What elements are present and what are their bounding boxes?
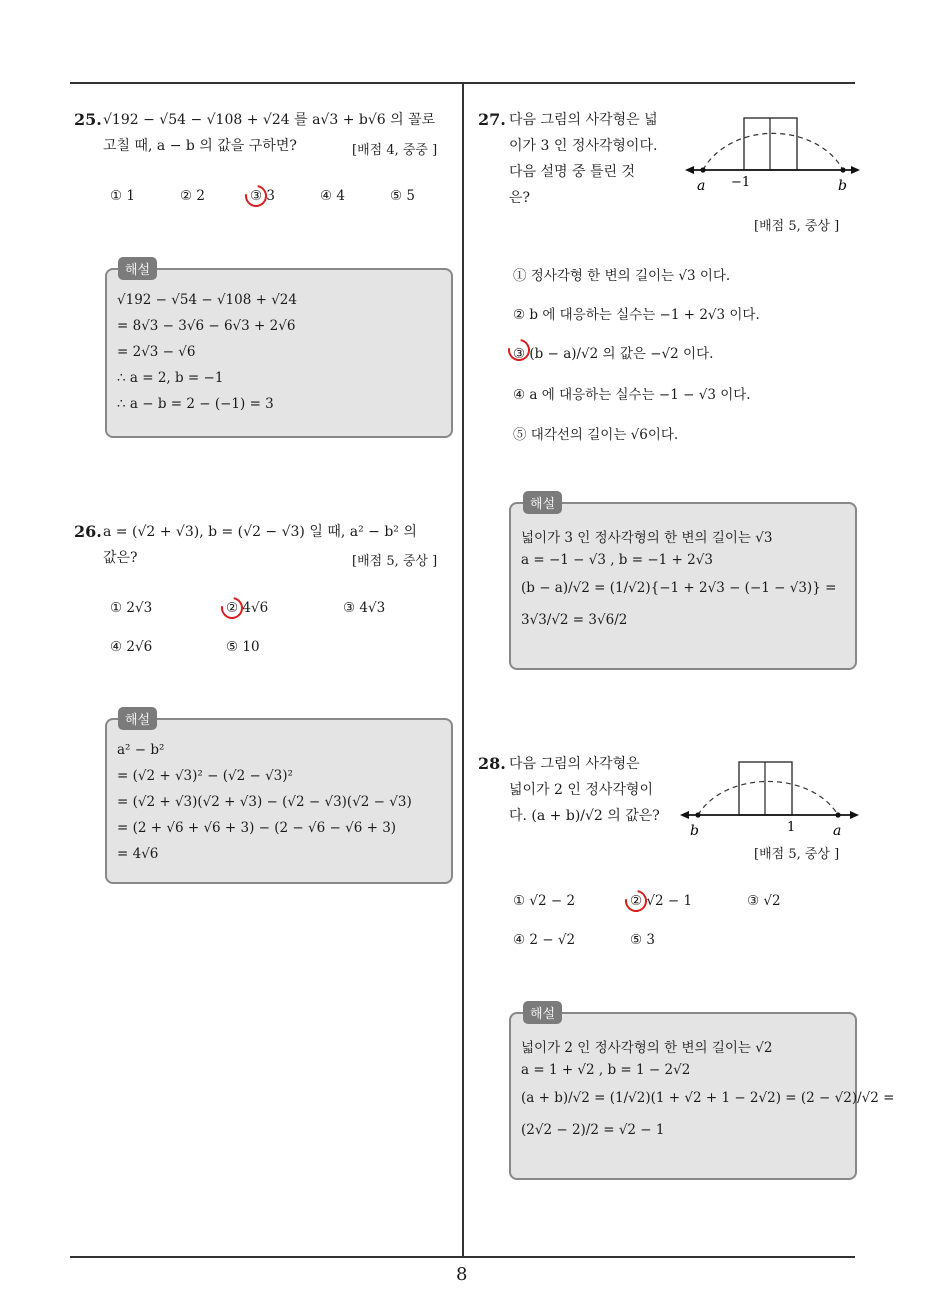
- q28-point-b: [695, 812, 700, 817]
- q27-solution-box: [509, 502, 857, 670]
- q26-choice-3[interactable]: ③ 4√3: [343, 600, 386, 616]
- q25-solution-box: [105, 268, 453, 438]
- q25-choice-5[interactable]: ⑤ 5: [390, 188, 415, 204]
- q26-line1: a = (√2 + √3), b = (√2 − √3) 일 때, a² − b² 의: [103, 524, 417, 540]
- q25-line2: 고칠 때, a − b 의 값을 구하면?: [103, 138, 297, 154]
- page-number: 8: [456, 1264, 468, 1285]
- q28-solution-box: [509, 1012, 895, 1180]
- q28-difficulty: [배점 5, 중상 ]: [754, 847, 840, 862]
- q27-number: 27.: [478, 110, 506, 129]
- q26-choice-5[interactable]: ⑤ 10: [226, 639, 260, 655]
- q27-label-minus1: −1: [731, 175, 751, 190]
- q27-choice-5[interactable]: ⑤ 대각선의 길이는 √6이다.: [513, 427, 679, 443]
- q26-sol-line: = (2 + √6 + √6 + 3) − (2 − √6 − √6 + 3): [117, 820, 397, 836]
- q25-sol-line: ∴ a = 2, b = −1: [117, 370, 224, 386]
- q26-number: 26.: [74, 522, 102, 541]
- q26-sol-line: a² − b²: [117, 742, 165, 758]
- q28-answer-circle: [621, 886, 652, 917]
- q27-label-a: a: [697, 178, 706, 194]
- q27-point-a: [700, 167, 705, 172]
- q27-line2: 이가 3 인 정사각형이다.: [509, 138, 658, 154]
- q25-sol-line: = 8√3 − 3√6 − 6√3 + 2√6: [117, 318, 296, 334]
- q25-line1: √192 − √54 − √108 + √24 를 a√3 + b√6 의 꼴로: [103, 112, 436, 128]
- q26-sol-line: = 4√6: [117, 846, 159, 862]
- q25-sol-line: ∴ a − b = 2 − (−1) = 3: [117, 396, 274, 412]
- q28-sol-line: (2√2 − 2)/2 = √2 − 1: [521, 1122, 665, 1138]
- q27-sol-line: (b − a)/√2 = (1/√2){−1 + 2√3 − (−1 − √3)} =: [521, 580, 837, 596]
- q27-arrow-left: [685, 166, 694, 174]
- q26-solution-box: [105, 718, 453, 884]
- q28-sol-line: 넓이가 2 인 정사각형의 한 변의 길이는 √2: [521, 1040, 773, 1056]
- q25-choice-3[interactable]: ③ 3: [250, 188, 275, 204]
- q27-point-b: [840, 167, 845, 172]
- q28-solution-tag: 해설: [523, 1001, 562, 1024]
- q27-sol-line: 3√3/√2 = 3√6/2: [521, 612, 628, 628]
- q28-line2: 넓이가 2 인 정사각형이: [509, 782, 653, 798]
- q28-semicircle: [698, 781, 838, 815]
- q26-sol-line: = (√2 + √3)(√2 + √3) − (√2 − √3)(√2 − √3): [117, 794, 412, 810]
- q28-line3: 다. (a + b)/√2 의 값은?: [509, 808, 660, 824]
- q26-choice-1[interactable]: ① 2√3: [110, 600, 153, 616]
- column-divider: [462, 82, 464, 1257]
- q27-choice-1[interactable]: ① 정사각형 한 변의 길이는 √3 이다.: [513, 268, 731, 284]
- q27-figure: [685, 98, 860, 198]
- q28-arrow-left: [680, 811, 689, 819]
- q28-label-a: a: [833, 823, 842, 839]
- bottom-rule: [70, 1256, 855, 1258]
- q27-arrow-right: [851, 166, 860, 174]
- q28-sol-line: (a + b)/√2 = (1/√2)(1 + √2 + 1 − 2√2) = (2 − √2)/√2 =: [521, 1090, 895, 1106]
- q28-line1: 다음 그림의 사각형은: [509, 756, 640, 772]
- q28-choice-3[interactable]: ③ √2: [747, 893, 781, 909]
- q26-choice-4[interactable]: ④ 2√6: [110, 639, 153, 655]
- q25-choice-2[interactable]: ② 2: [180, 188, 205, 204]
- q27-line1: 다음 그림의 사각형은 넓: [509, 112, 658, 128]
- q28-choice-1[interactable]: ① √2 − 2: [513, 893, 576, 909]
- q27-sol-line: 넓이가 3 인 정사각형의 한 변의 길이는 √3: [521, 530, 773, 546]
- q27-line4: 은?: [509, 190, 531, 206]
- q28-label-one: 1: [787, 820, 796, 835]
- q28-choice-4[interactable]: ④ 2 − √2: [513, 932, 576, 948]
- q27-sol-line: a = −1 − √3 , b = −1 + 2√3: [521, 552, 713, 568]
- q25-choice-4[interactable]: ④ 4: [320, 188, 345, 204]
- q27-line3: 다음 설명 중 틀린 것: [509, 164, 635, 180]
- q27-difficulty: [배점 5, 중상 ]: [754, 219, 840, 234]
- q27-label-b: b: [838, 178, 847, 194]
- q28-number: 28.: [478, 754, 506, 773]
- q28-figure: [680, 748, 860, 843]
- q26-answer-circle: [217, 593, 248, 624]
- q25-answer-circle: [241, 181, 272, 212]
- q27-choice-4[interactable]: ④ a 에 대응하는 실수는 −1 − √3 이다.: [513, 387, 751, 403]
- q27-semicircle: [703, 133, 843, 170]
- q26-line2: 값은?: [103, 550, 138, 566]
- q25-number: 25.: [74, 110, 102, 129]
- q28-arrow-right: [850, 811, 859, 819]
- q25-choice-1[interactable]: ① 1: [110, 188, 135, 204]
- q25-difficulty: [배점 4, 중중 ]: [352, 143, 438, 158]
- q26-difficulty: [배점 5, 중상 ]: [352, 554, 438, 569]
- q28-choice-2[interactable]: ② √2 − 1: [630, 893, 693, 909]
- q25-sol-line: = 2√3 − √6: [117, 344, 196, 360]
- q28-choice-5[interactable]: ⑤ 3: [630, 932, 655, 948]
- q28-label-b: b: [690, 823, 699, 839]
- q27-choice-2[interactable]: ② b 에 대응하는 실수는 −1 + 2√3 이다.: [513, 307, 760, 323]
- q25-solution-tag: 해설: [118, 257, 157, 280]
- q28-sol-line: a = 1 + √2 , b = 1 − 2√2: [521, 1062, 691, 1078]
- q27-choice-3[interactable]: ③ (b − a)/√2 의 값은 −√2 이다.: [513, 346, 714, 362]
- q28-point-a: [835, 812, 840, 817]
- q25-sol-line: √192 − √54 − √108 + √24: [117, 292, 297, 308]
- q26-solution-tag: 해설: [118, 707, 157, 730]
- q26-choice-2[interactable]: ② 4√6: [226, 600, 269, 616]
- q27-solution-tag: 해설: [523, 491, 562, 514]
- q26-sol-line: = (√2 + √3)² − (√2 − √3)²: [117, 768, 293, 784]
